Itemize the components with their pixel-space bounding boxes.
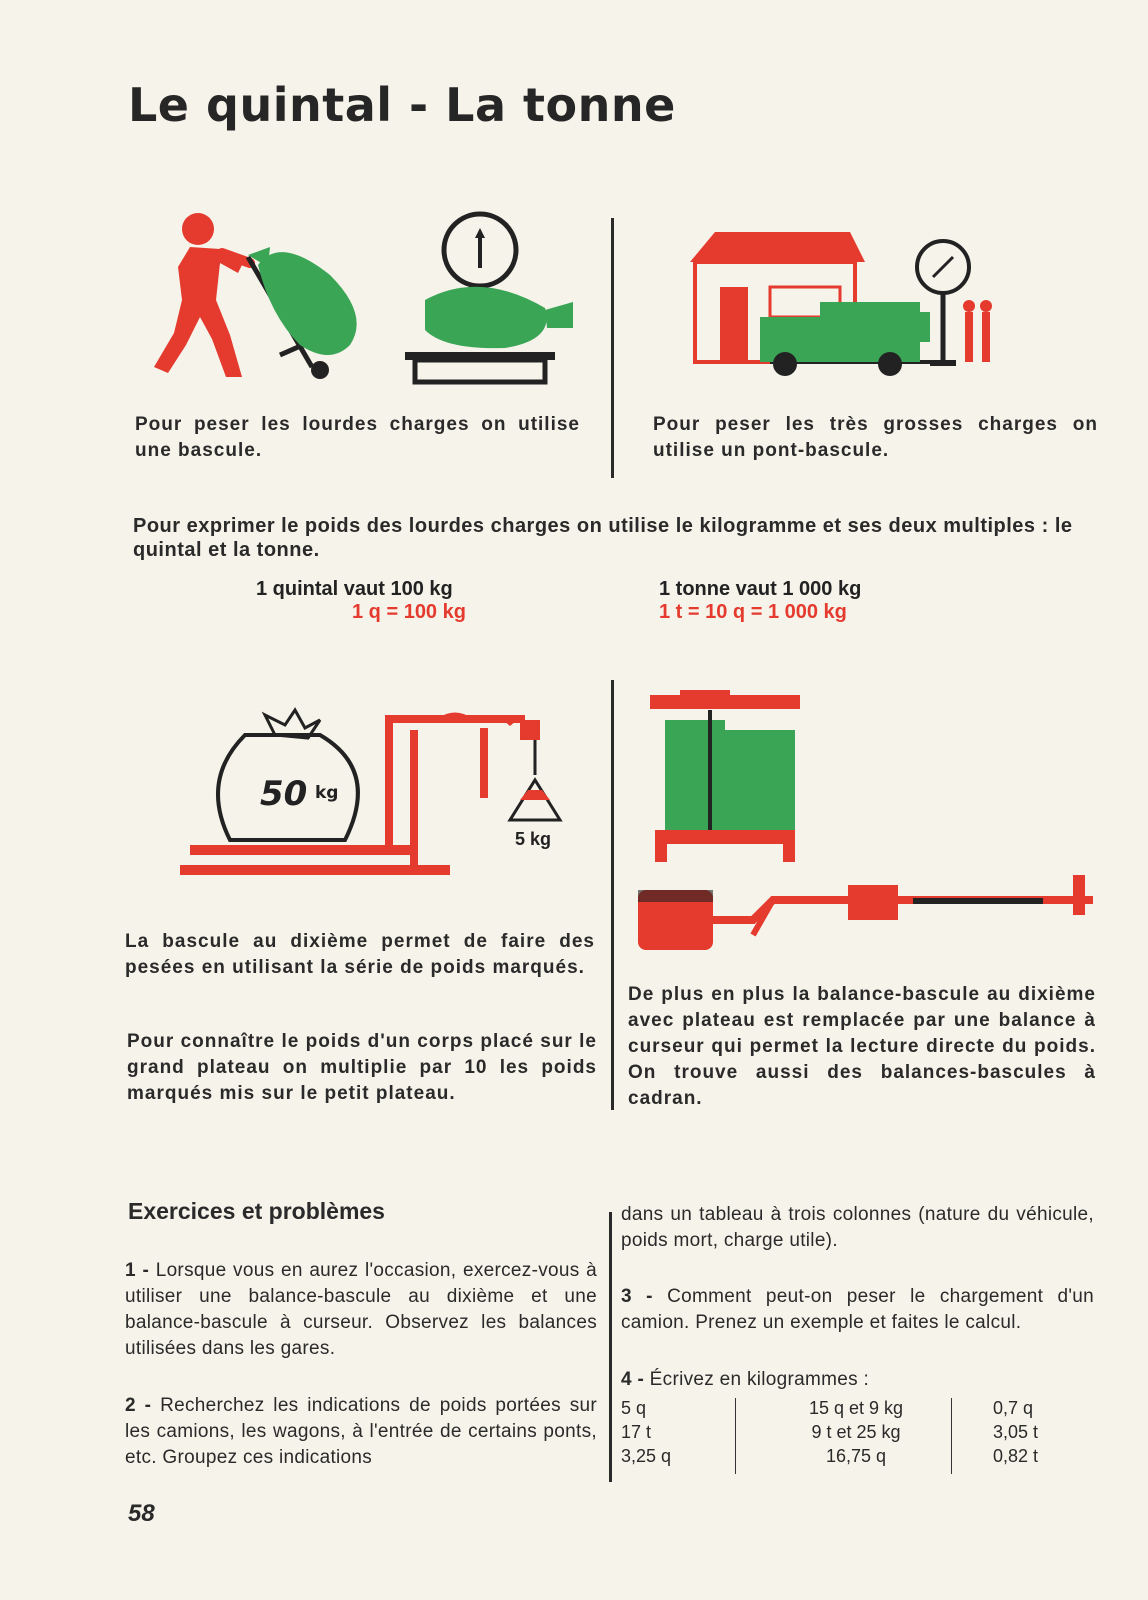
table-divider — [735, 1398, 736, 1474]
exercise-1-number: 1 - — [125, 1260, 150, 1281]
exercise-3-text: Comment peut-on peser le chargement d'un camion. Prenez un exemple et faites le calcul. — [621, 1286, 1094, 1333]
exercises-heading: Exercices et problèmes — [128, 1198, 385, 1224]
weight-label: 5 kg — [515, 829, 552, 849]
exercise-4-number: 4 - — [621, 1369, 645, 1390]
exercise-2 — [125, 1393, 597, 1471]
table-column-3 — [993, 1396, 1038, 1468]
decimal-scale-text-2: Pour connaître le poids d'un corps placé sur le grand plateau on multiplie par 10 les poids marqués mis sur le petit plateau. — [127, 1031, 597, 1104]
table-column-2 — [761, 1396, 951, 1468]
bascule-scale-illustration — [405, 210, 585, 385]
decimal-scale-illustration — [180, 690, 590, 890]
conversion-table — [621, 1396, 1091, 1476]
table-cell: 5 q — [621, 1398, 647, 1418]
sack-weight-label: 50 — [260, 774, 308, 814]
man-with-trolley-illustration — [130, 205, 370, 385]
table-cell: 15 q et 9 kg — [808, 1398, 904, 1418]
column-separator-bottom — [609, 1212, 612, 1482]
caption-pont-bascule: Pour peser les très grosses charges on utilise un pont-bascule. — [653, 414, 1098, 461]
exercise-2-continued: dans un tableau à trois colonnes (nature du véhicule, poids mort, charge utile). — [621, 1204, 1094, 1251]
table-cell: 3,05 t — [993, 1422, 1039, 1442]
tonne-equation: 1 t = 10 q = 1 000 kg — [659, 601, 847, 623]
page-number: 58 — [128, 1500, 155, 1527]
exercise-4 — [621, 1367, 1094, 1393]
exercise-4-text: Écrivez en kilogrammes : — [649, 1369, 870, 1390]
exercise-2-text: Recherchez les indications de poids portées sur les camions, les wagons, à l'entrée de certains ponts, etc. Groupez ces indications — [125, 1395, 597, 1468]
exercise-2-number: 2 - — [125, 1395, 152, 1416]
decimal-scale-text-1: La bascule au dixième permet de faire des pesées en utilisant la série de poids marqués. — [125, 931, 595, 978]
pont-bascule-illustration — [690, 232, 1040, 382]
exercise-3 — [621, 1284, 1094, 1336]
table-cell: 17 t — [621, 1422, 652, 1442]
table-cell: 9 t et 25 kg — [811, 1422, 901, 1442]
sack-unit-label: kg — [315, 783, 339, 803]
quintal-equation: 1 q = 100 kg — [352, 601, 466, 623]
exercise-1-text: Lorsque vous en aurez l'occasion, exercez-vous à utiliser une balance-bascule au dixième et une balance-bascule à curseur. Observez les balances utilisées dans les gares. — [125, 1260, 597, 1359]
intro-text: Pour exprimer le poids des lourdes charges on utilise le kilogramme et ses deux multiples : le quintal et la tonne. — [133, 515, 1073, 561]
table-cell: 16,75 q — [825, 1446, 887, 1466]
caption-bascule: Pour peser les lourdes charges on utilise une bascule. — [135, 414, 580, 461]
cursor-scale-text: De plus en plus la balance-bascule au dixième avec plateau est remplacée par une balance à curseur qui permet la lecture directe du poids. On trouve aussi des balances-bascules à cadran. — [628, 984, 1096, 1109]
exercise-1 — [125, 1258, 597, 1362]
column-separator-top — [611, 218, 614, 478]
page-title: Le quintal - La tonne — [128, 78, 676, 132]
column-separator-middle — [611, 680, 614, 1110]
cursor-balance-illustration — [633, 870, 1093, 960]
exercise-3-number: 3 - — [621, 1286, 653, 1307]
table-divider — [951, 1398, 952, 1474]
table-column-1 — [621, 1396, 671, 1468]
table-cell: 3,25 q — [621, 1446, 672, 1466]
tonne-definition: 1 tonne vaut 1 000 kg — [659, 578, 862, 600]
balance-bascule-illustration — [650, 690, 820, 870]
table-cell: 0,82 t — [993, 1446, 1039, 1466]
table-cell: 0,7 q — [993, 1398, 1034, 1418]
quintal-definition: 1 quintal vaut 100 kg — [256, 578, 453, 600]
